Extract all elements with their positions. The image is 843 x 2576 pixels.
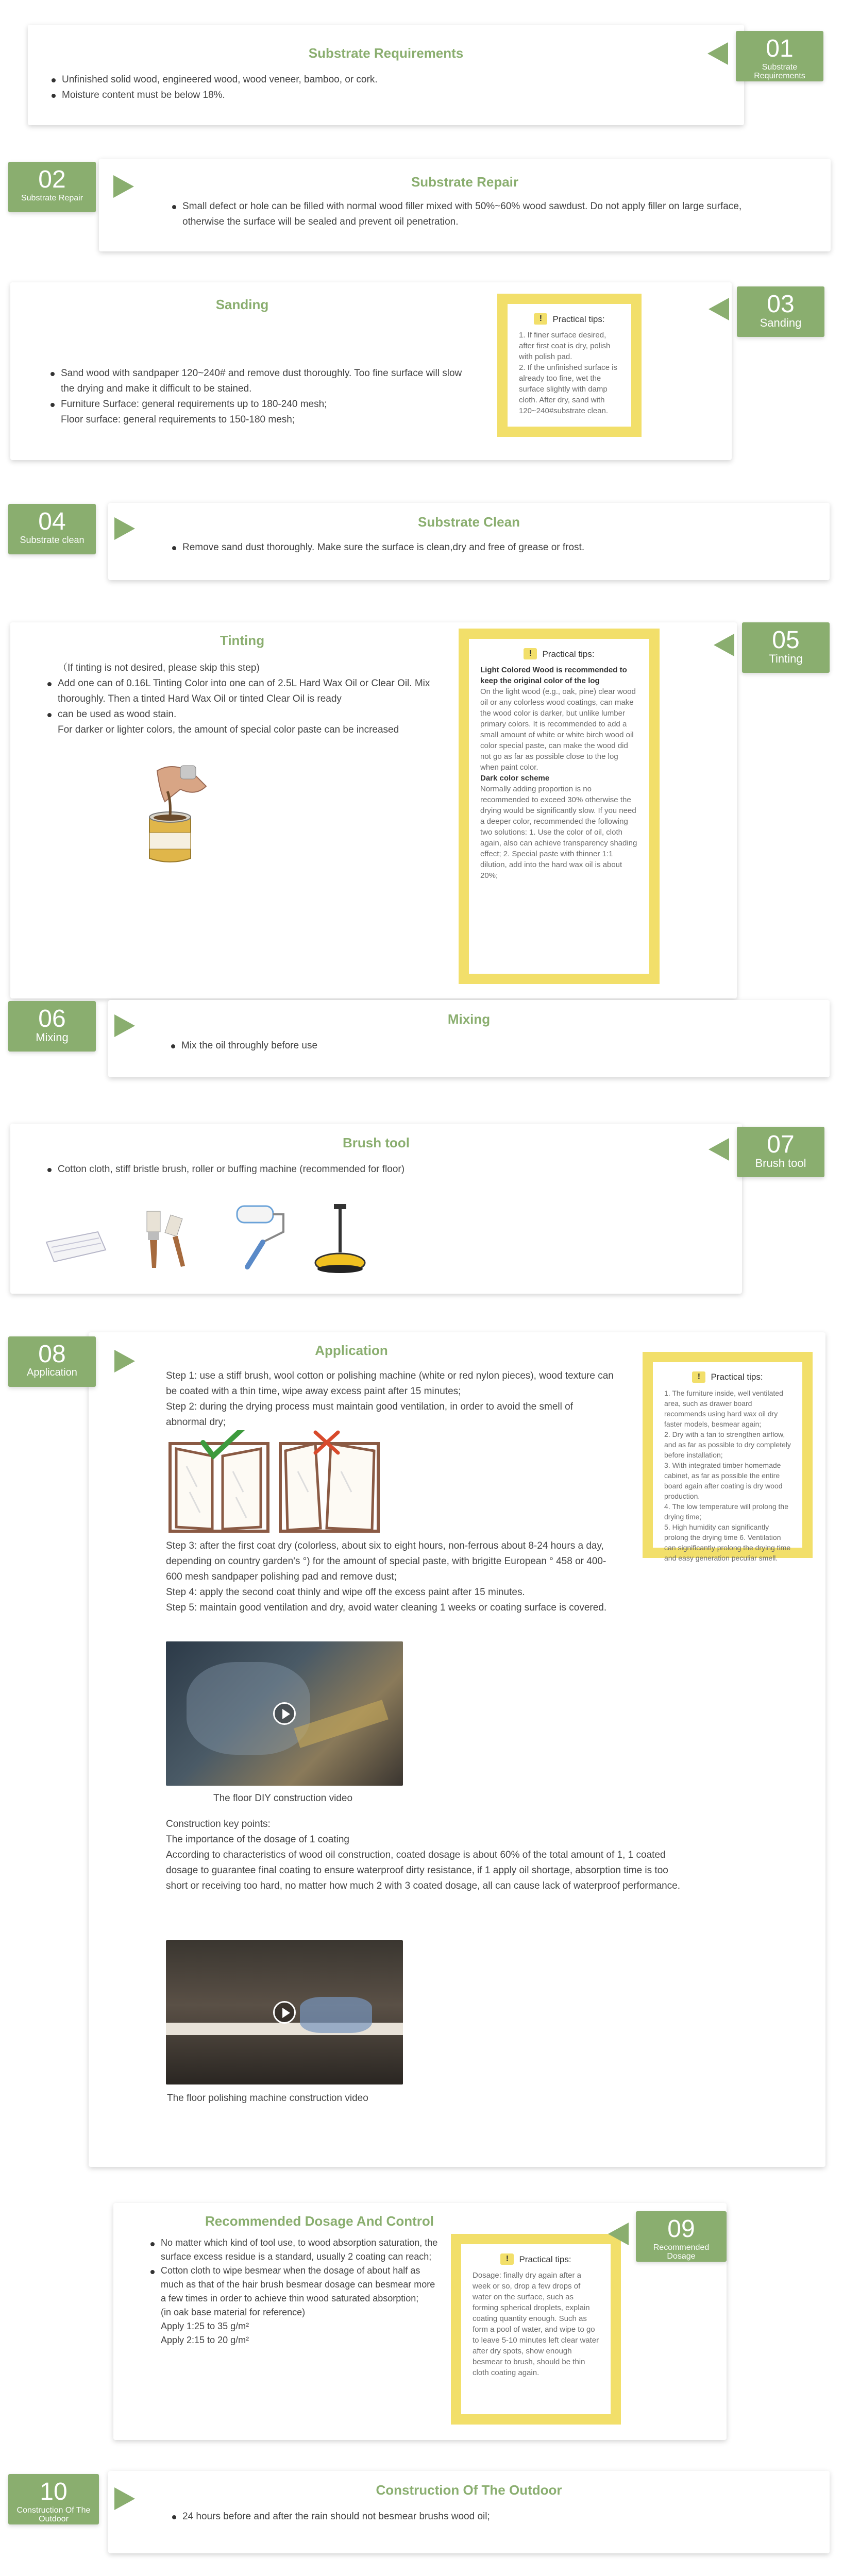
list-item: Mix the oil throughly before use [170, 1038, 788, 1054]
step-text: Step 1: use a stiff brush, wool cotton or polishing machine (white or red nylon pieces), wood texture can be coated with a thin time, wipe away excess paint after 15 minutes; [166, 1370, 614, 1397]
section-brush-tool [0, 1121, 843, 1306]
tips-heading: Dark color scheme [480, 774, 550, 783]
key-points [166, 1817, 681, 1894]
section-substrate-requirements [0, 21, 843, 134]
section-body [46, 660, 479, 738]
section-body [49, 366, 477, 428]
section-substrate-clean [0, 500, 843, 598]
step-badge [8, 1336, 96, 1387]
pointer-arrow [608, 2223, 629, 2245]
content-card [10, 1124, 742, 1294]
section-title: Substrate Clean [418, 514, 520, 530]
tips-title: Practical tips: [552, 314, 605, 324]
step-number: 07 [767, 1131, 795, 1158]
step-label: Application [27, 1367, 77, 1378]
step-text: Step 2: during the drying process must maintain good ventilation, in order to avoid the smell of abnormal dry; [166, 1401, 573, 1428]
video-caption: The floor polishing machine construction video [167, 2093, 368, 2104]
tips-title: Practical tips: [711, 1372, 763, 1382]
pointer-arrow [114, 2487, 135, 2510]
section-body [149, 2236, 438, 2347]
section-body [46, 1162, 665, 1177]
list-item: can be used as wood stain. [46, 707, 479, 722]
section-title: Application [315, 1343, 388, 1358]
polishing-video-player[interactable] [166, 1940, 403, 2084]
section-title: Sanding [215, 297, 269, 312]
step-label: Mixing [36, 1031, 69, 1044]
tips-content [469, 639, 649, 974]
tips-heading: Light Colored Wood is recommended to keep the original color of the log [480, 666, 627, 685]
content-card [10, 282, 732, 460]
warning-note-icon [692, 1371, 705, 1383]
bristle-brush-illustration [131, 1206, 204, 1273]
tips-box [459, 629, 660, 984]
list-item: Sand wood with sandpaper 120~240# and remove dust thoroughly. Too fine surface will slow the drying and make it difficult to be stained. [49, 366, 477, 397]
step-text: Step 3: after the first coat dry (colorless, about six to eight hours, non-ferrous about 8-24 hours a day, depending on country garden's °) for the amount of special paste, with brigitte European ° 458 or 400-600 mesh sandpaper polishing pad and remove dust; [166, 1540, 606, 1582]
step-number: 02 [38, 166, 66, 193]
pointer-arrow [714, 634, 734, 656]
list-item: Furniture Surface: general requirements up to 180-240 mesh; [49, 397, 477, 412]
pointer-arrow [114, 517, 135, 540]
list-item: Remove sand dust thoroughly. Make sure the surface is clean,dry and free of grease or frost. [171, 540, 789, 555]
cotton-cloth-illustration [41, 1222, 108, 1268]
warning-note-icon [534, 313, 547, 325]
content-card [108, 2471, 830, 2553]
pointer-arrow [709, 1138, 729, 1161]
roller-illustration [227, 1201, 299, 1273]
step-badge [737, 1127, 824, 1177]
step-label: Construction Of The Outdoor [16, 2506, 91, 2523]
step-badge [8, 162, 96, 212]
section-mixing [0, 997, 843, 1095]
section-outdoor [0, 2468, 843, 2566]
section-title: Construction Of The Outdoor [376, 2482, 562, 2498]
step-number: 04 [38, 508, 66, 535]
section-body [171, 199, 753, 230]
list-item: Moisture content must be below 18%. [50, 88, 720, 103]
body-paragraph: Apply 2:15 to 20 g/m² [161, 2335, 249, 2345]
body-paragraph: (in oak base material for reference) [161, 2307, 306, 2317]
tips-box [497, 294, 642, 437]
tips-header [664, 1371, 791, 1383]
tips-box [643, 1352, 813, 1562]
play-icon[interactable] [273, 2001, 296, 2024]
section-application [0, 1329, 843, 2184]
content-card [10, 622, 737, 998]
content-card [28, 25, 744, 125]
key-point-heading: Construction key points: [166, 1819, 271, 1829]
body-paragraph: Apply 1:25 to 35 g/m² [161, 2321, 249, 2331]
steps-part-2 [166, 1538, 614, 1616]
content-card [99, 159, 831, 251]
key-point-text: According to characteristics of wood oil construction, coated dosage is about 60% of the total amount of 1, 1 coated dosage to guarantee final coating to ensure waterproof dirty resistance, if 1 apply oil shortage, absorption time is too short or receiving too hard, no matter how much 2 with 3 coated dosage, all can cause lack of waterproof performance. [166, 1850, 681, 1891]
step-badge [8, 504, 96, 554]
section-title: Substrate Repair [411, 174, 519, 190]
step-number: 05 [772, 626, 800, 654]
step-number: 01 [766, 35, 794, 62]
pointer-arrow [709, 298, 729, 320]
content-card [89, 1332, 825, 2167]
tips-box [451, 2234, 621, 2425]
tips-title: Practical tips: [519, 2254, 571, 2264]
buffing-machine-illustration [309, 1201, 371, 1278]
section-body [171, 540, 789, 555]
step-number: 10 [40, 2478, 68, 2505]
step-badge [737, 286, 824, 337]
step-badge [636, 2211, 727, 2262]
list-item: No matter which kind of tool use, to wood absorption saturation, the surface excess residue is a standard, usually 2 coating can reach; [149, 2236, 438, 2264]
tips-content [508, 304, 631, 427]
tinting-can-illustration [119, 755, 222, 869]
tips-line: On the light wood (e.g., oak, pine) clear wood oil or any colorless wood coatings, can make the wood color is darker, but unlike lumber primary colors. It is recommended to add a small amount of white or white birch wood oil color special paste, can make the wood did not go as far as possible close to the log when paint color. [480, 687, 636, 772]
list-item: Add one can of 0.16L Tinting Color into one can of 2.5L Hard Wax Oil or Clear Oil. Mix thoroughly. Then a tinted Hard Wax Oil or tinted Clear Oil is ready [46, 676, 479, 707]
section-title: Brush tool [343, 1135, 410, 1150]
warning-note-icon [500, 2253, 514, 2265]
tips-line: 3. With integrated timber homemade cabinet, as far as possible the entire board again after coating is dry wood production. [664, 1461, 783, 1500]
tips-content [461, 2244, 611, 2414]
body-paragraph: Floor surface: general requirements to 150-180 mesh; [61, 414, 295, 425]
tips-line: 5. High humidity can significantly prolong the drying time 6. Ventilation can significantly prolong the drying time and easy generation peculiar smell. [664, 1523, 791, 1562]
step-label: Substrate clean [20, 535, 85, 545]
tips-header [473, 2253, 599, 2265]
steps-part-1 [166, 1368, 614, 1430]
step-label: Substrate Requirements [754, 63, 805, 80]
tips-line: Dosage: finally dry again after a week or so, drop a few drops of water on the surface, such as forming spherical droplets, explain coating quantity enough. Such as form a pool of water, and wipe to go to leave 5-10 minutes left clear water after dry spots, show enough besmear to brush, should be thin cloth coating again. [473, 2271, 599, 2377]
section-title: Recommended Dosage And Control [205, 2213, 434, 2229]
section-sanding [0, 278, 843, 469]
section-body [171, 2509, 789, 2524]
step-number: 09 [667, 2215, 695, 2243]
door-comparison-illustration [166, 1430, 382, 1533]
tips-header [519, 313, 620, 325]
pointer-arrow [707, 42, 728, 65]
step-label: Tinting [769, 652, 803, 665]
section-recommended-dosage [0, 2200, 843, 2458]
content-card [108, 1000, 830, 1077]
section-title: Tinting [220, 633, 265, 648]
pointer-arrow [113, 175, 134, 198]
list-item: Small defect or hole can be filled with normal wood filler mixed with 50%~60% wood sawdust. Do not apply filler on large surface, otherwise the surface will be sealed and prevent oil penetration. [171, 199, 753, 230]
tips-line: 1. The furniture inside, well ventilated area, such as drawer board recommends using hard wax oil dry faster models, besmear again; [664, 1389, 783, 1428]
list-item: Cotton cloth to wipe besmear when the dosage of about half as much as that of the hair brush besmear dosage can besmear more a few times in order to achieve thin wood saturated absorption; [149, 2264, 438, 2306]
tips-content [653, 1362, 802, 1562]
pointer-arrow [114, 1014, 135, 1037]
step-badge [8, 2474, 99, 2524]
key-point-heading: The importance of the dosage of 1 coating [166, 1834, 349, 1845]
tips-title: Practical tips: [542, 649, 595, 659]
section-title: Mixing [447, 1011, 491, 1027]
step-label: Substrate Repair [21, 194, 83, 202]
content-card [108, 503, 830, 580]
section-body [170, 1038, 788, 1054]
tips-line: Normally adding proportion is no recommended to exceed 30% otherwise the drying would be significantly slow. If you need a deeper color, recommended the following two solutions: 1. Use the color of oil, cloth again, also can achieve transparency shading effect; 2. Special paste with thinner 1:1 dilution, add into the hard wax oil is about 20%; [480, 785, 637, 880]
play-icon[interactable] [273, 1702, 296, 1725]
tips-line: 2. Dry with a fan to strengthen airflow, and as far as possible to dry completely before installation; [664, 1430, 791, 1459]
step-badge [742, 622, 830, 673]
list-item: Cotton cloth, stiff bristle brush, roller or buffing machine (recommended for floor) [46, 1162, 665, 1177]
diy-video-player[interactable] [166, 1641, 403, 1786]
step-label: Recommended Dosage [653, 2243, 710, 2261]
step-badge [736, 31, 823, 81]
section-title: Substrate Requirements [308, 45, 464, 61]
step-number: 08 [38, 1341, 66, 1368]
section-substrate-repair [0, 155, 843, 263]
step-text: Step 5: maintain good ventilation and dry, avoid water cleaning 1 weeks or coating surface is covered. [166, 1602, 607, 1613]
step-text: Step 4: apply the second coat thinly and wipe off the excess paint after 15 minutes. [166, 1587, 525, 1598]
content-card [113, 2203, 727, 2440]
tips-header [480, 648, 638, 659]
section-tinting [0, 618, 843, 1010]
step-label: Brush tool [755, 1157, 806, 1170]
step-number: 03 [767, 291, 795, 318]
section-body [50, 72, 720, 103]
pointer-arrow [114, 1350, 135, 1372]
warning-note-icon [524, 648, 537, 659]
step-badge [8, 1001, 96, 1052]
video-caption: The floor DIY construction video [213, 1793, 353, 1804]
tips-line: 1. If finer surface desired, after first coat is dry, polish with polish pad. [519, 331, 611, 361]
body-paragraph: For darker or lighter colors, the amount of special color paste can be increased [58, 724, 399, 735]
step-number: 06 [38, 1005, 66, 1032]
list-item: 24 hours before and after the rain should not besmear brushs wood oil; [171, 2509, 789, 2524]
tips-line: 4. The low temperature will prolong the drying time; [664, 1502, 788, 1521]
tips-line: 2. If the unfinished surface is already too fine, wet the surface slightly with damp cloth. After dry, sand with 120~240#substrate clean. [519, 363, 617, 415]
list-item: Unfinished solid wood, engineered wood, wood veneer, bamboo, or cork. [50, 72, 720, 88]
step-label: Sanding [760, 316, 802, 329]
body-note: （If tinting is not desired, please skip this step) [58, 663, 260, 673]
